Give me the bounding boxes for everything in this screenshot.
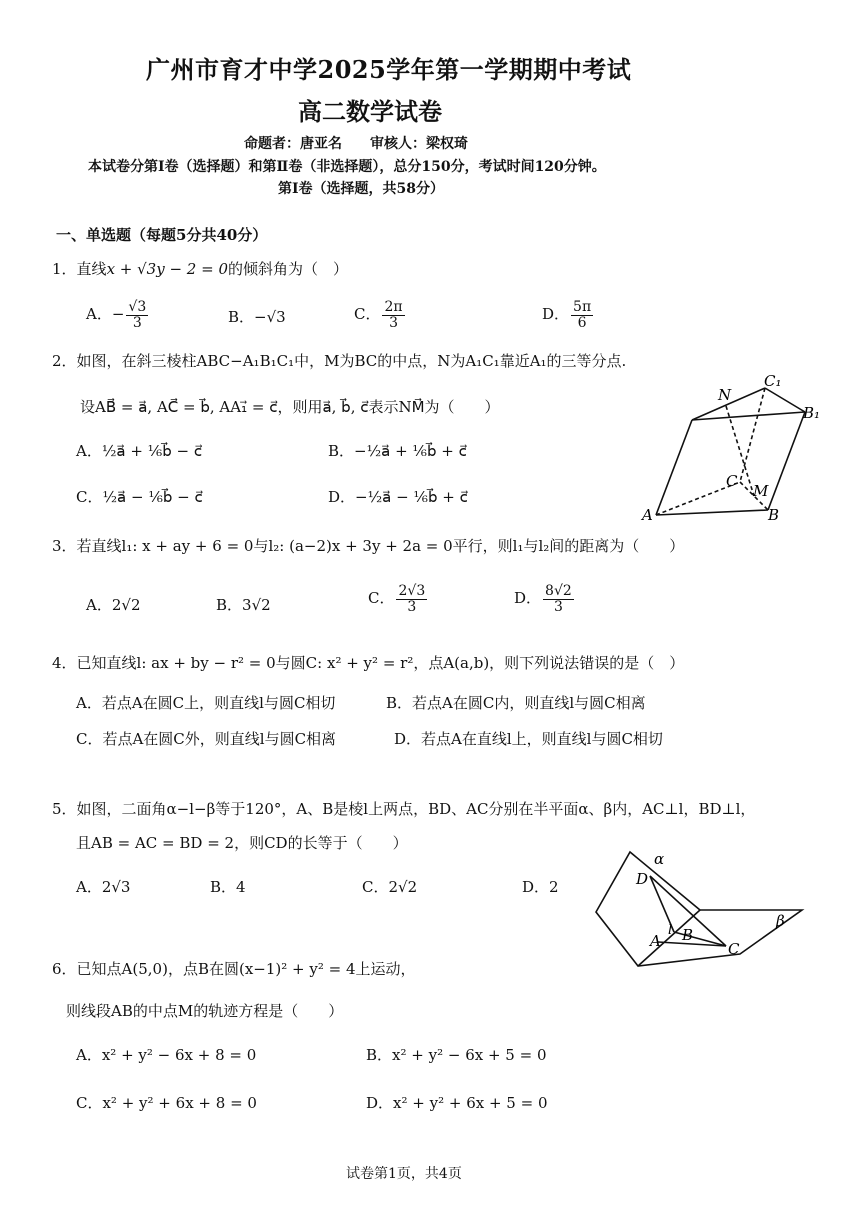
option-value: −√3 [254,308,286,326]
q2-line2: 设AB⃗ = a⃗, AC⃗ = b⃗, AA₁⃗ = c⃗，则用a⃗, b⃗, c⃗表示NM⃗为（ ） [80,398,500,416]
q6-option-c[interactable]: C．x² + y² + 6x + 8 = 0 [76,1094,257,1112]
q1-option-c[interactable] [354,300,407,330]
dihedral-figure [592,846,812,974]
q4-option-d[interactable]: D．若点A在直线l上，则直线l与圆C相切 [394,730,663,748]
option-label: D． [328,488,356,506]
question-4 [52,652,684,673]
q2-option-c[interactable] [76,486,203,507]
label-M: M [753,482,769,500]
label-N: N [718,386,732,404]
question-2 [52,350,626,371]
section1-heading: 一、单选题（每题5分共40分） [56,226,268,244]
q5-stem: 如图，二面角α−l−β等于120°，A、B是棱l上两点，BD、AC分别在半平面α、β内，AC⊥l，BD⊥l， [76,800,756,818]
page-footer: 试卷第1页，共4页 [346,1166,462,1182]
q6-option-d[interactable]: D．x² + y² + 6x + 5 = 0 [366,1094,548,1112]
q6-option-a[interactable]: A．x² + y² − 6x + 8 = 0 [76,1046,257,1064]
q2-option-d[interactable] [328,486,468,507]
option-fraction: $\frac{5\pi}{6}$ [573,299,592,331]
option-value: −½a⃗ − ⅙b⃗ + c⃗ [355,488,468,506]
q1-equation: x + √3y − 2 = 0 [106,260,228,278]
q2-option-a[interactable] [76,440,202,461]
q4-option-a[interactable]: A．若点A在圆C上，则直线l与圆C相切 [76,694,336,712]
label-alpha: α [654,850,665,868]
option-fraction: $\frac{2\pi}{3}$ [384,299,403,331]
q4-option-c[interactable]: C．若点A在圆C外，则直线l与圆C相离 [76,730,337,748]
q2-stem: 如图，在斜三棱柱ABC−A₁B₁C₁中，M为BC的中点，N为A₁C₁靠近A₁的三等分点. [76,352,627,370]
question-6 [52,958,416,979]
label-l: l [668,923,673,938]
option-label: D． [514,589,542,608]
exam-intro: 本试卷分第Ⅰ卷（选择题）和第Ⅱ卷（非选择题），总分150分，考试时间120分钟。 [88,159,606,175]
label-B: B [682,926,694,944]
q3-option-c[interactable] [368,584,429,614]
q6-stem: 已知点A(5,0)，点B在圆(x−1)² + y² = 4上运动， [76,960,416,978]
q5-option-b[interactable]: B．4 [210,878,246,896]
option-label: B． [228,308,255,326]
exam-title: 广州市育才中学2025学年第一学期期中考试 [146,55,632,84]
option-fraction: $\frac{√3}{3}$ [128,299,147,331]
question-number: 1． [52,260,77,278]
question-5 [52,798,755,819]
q5-line2: 且AB = AC = BD = 2，则CD的长等于（ ） [76,834,408,852]
author-line: 命题者：唐亚名 审核人：梁权琦 [244,136,468,152]
label-C: C [726,472,738,490]
question-3 [52,535,684,556]
label-C: C [728,940,740,958]
option-label: C． [354,305,381,324]
part1-heading: 第Ⅰ卷（选择题，共58分） [278,181,445,197]
option-fraction: $\frac{8√2}{3}$ [545,583,572,615]
option-label: A． [86,596,112,614]
question-number: 6． [52,960,77,978]
option-value: ½a⃗ − ⅙b⃗ − c⃗ [102,488,203,506]
question-number: 5． [52,800,77,818]
q3-stem: 若直线l₁: x + ay + 6 = 0与l₂: (a−2)x + 3y + 2a = 0平行，则l₁与l₂间的距离为（ ） [76,537,685,555]
option-label: A． [76,442,102,460]
option-label: A． [86,305,112,324]
q3-option-d[interactable] [514,584,576,614]
q2-option-b[interactable] [328,440,467,461]
q3-option-b[interactable] [216,594,271,615]
label-D: D [636,870,649,888]
question-1 [52,258,348,279]
option-sign: − [111,305,125,324]
question-number: 4． [52,654,77,672]
question-number: 3． [52,537,77,555]
q1-stem-post: 的倾斜角为（ ） [228,260,349,278]
q5-option-a[interactable]: A．2√3 [76,878,131,896]
q5-option-c[interactable]: C．2√2 [362,878,418,896]
option-label: B． [216,596,243,614]
exam-subtitle: 高二数学试卷 [298,97,442,126]
option-value: 3√2 [242,596,271,614]
option-value: ½a⃗ + ⅙b⃗ − c⃗ [101,442,203,460]
label-C1: C₁ [764,372,782,390]
label-beta: β [776,912,785,930]
q1-option-a[interactable] [86,300,150,330]
q3-option-a[interactable] [86,594,141,615]
q4-stem: 已知直线l: ax + by − r² = 0与圆C: x² + y² = r²，点A(a,b)，则下列说法错误的是（ ） [76,654,685,672]
q4-option-b[interactable]: B．若点A在圆C内，则直线l与圆C相离 [386,694,646,712]
q1-stem-pre: 直线 [76,260,107,278]
option-label: C． [76,488,103,506]
q6-line2: 则线段AB的中点M的轨迹方程是（ ） [66,1002,344,1020]
option-value: −½a⃗ + ⅙b⃗ + c⃗ [354,442,467,460]
label-A: A [642,506,653,524]
option-label: C． [368,589,395,608]
option-value: 2√2 [111,596,141,614]
q1-option-d[interactable] [542,300,595,330]
q6-option-b[interactable]: B．x² + y² − 6x + 5 = 0 [366,1046,547,1064]
q1-option-b[interactable] [228,306,286,327]
label-B1: B₁ [803,404,821,422]
q5-option-d[interactable]: D．2 [522,878,559,896]
label-B: B [768,506,780,524]
option-label: B． [328,442,355,460]
prism-figure [640,370,830,530]
option-fraction: $\frac{2√3}{3}$ [398,583,426,615]
option-label: D． [542,305,570,324]
question-number: 2． [52,352,77,370]
label-A: A [650,932,661,950]
